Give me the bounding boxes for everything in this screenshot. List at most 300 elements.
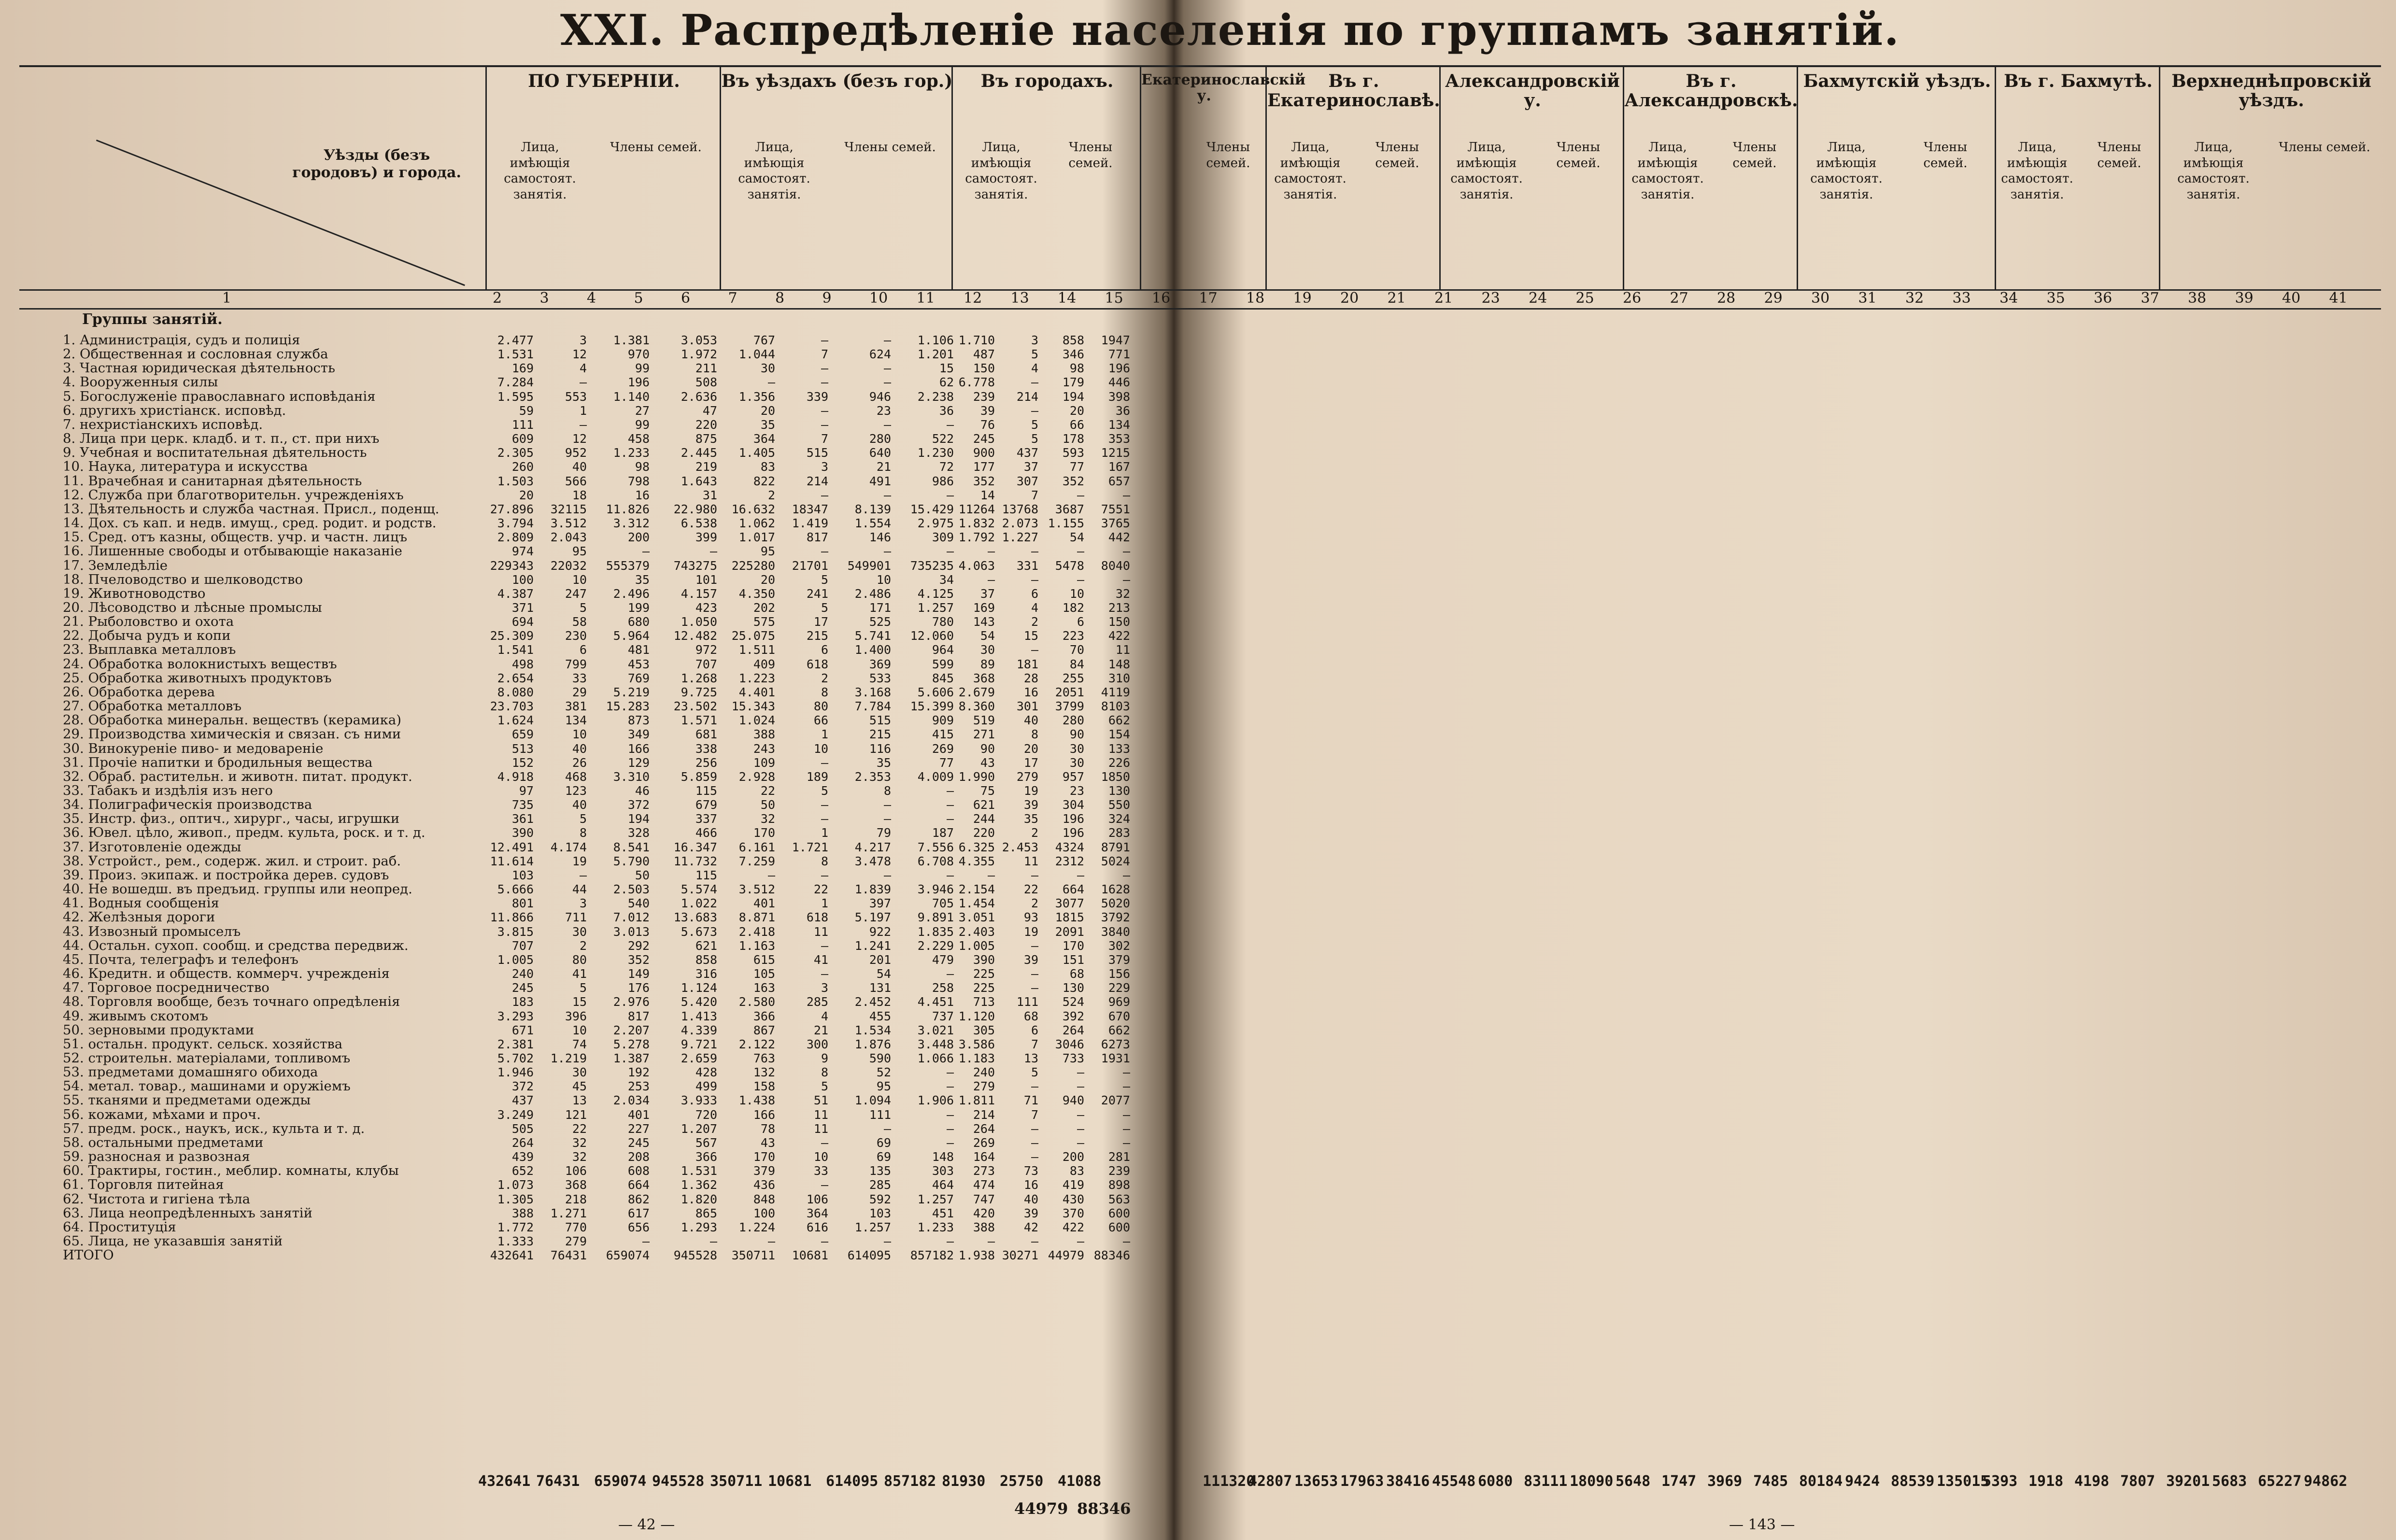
column-number: 5 [634,290,643,307]
table-cell: 151 [1062,952,1084,967]
table-cell: 271 [973,727,995,742]
table-cell: 6273 [1101,1037,1130,1051]
table-cell: 3.946 [917,882,954,897]
table-cell: 19 [572,854,587,868]
table-cell: 39 [1023,1206,1038,1220]
table-cell: 608 [627,1164,650,1178]
table-cell: 11264 [958,502,995,516]
table-cell: 436 [753,1178,775,1192]
column-number: 30 [1811,290,1830,307]
table-cell: 18347 [792,502,828,516]
table-cell: 5.574 [681,882,717,897]
data-column [720,333,775,1262]
row-label: 24. Обработка волокнистыхъ веществъ [63,657,337,671]
table-cell: 419 [1062,1178,1084,1192]
table-cell: — [1077,1065,1084,1080]
table-cell: 1.333 [497,1234,534,1248]
table-cell: 767 [753,333,775,347]
data-column [485,333,534,1262]
table-cell: 1.938 [958,1248,995,1263]
column-number: 41 [2329,290,2348,307]
table-cell: 11.732 [673,854,717,868]
column-number: 37 [2141,290,2159,307]
table-cell: 100 [511,572,534,587]
table-cell: 1.832 [958,516,995,531]
table-cell: 15 [572,995,587,1009]
table-cell: 74 [572,1037,587,1051]
table-cell: — [821,403,828,418]
table-cell: 300 [806,1037,828,1051]
table-cell: 328 [627,826,650,840]
table-cell: — [1031,868,1038,882]
table-cell: 273 [973,1164,995,1178]
footer-sum-2: 88346 [1077,1499,1131,1518]
total-cell: 13653 [1294,1473,1338,1490]
table-cell: 1.207 [681,1121,717,1136]
table-cell: 2.975 [917,516,954,531]
table-cell: — [987,572,995,587]
table-cell: 22032 [550,558,587,573]
row-labels [63,333,488,1262]
table-cell: 111 [1016,995,1038,1009]
table-cell: 940 [1062,1093,1084,1108]
table-cell: 508 [695,375,717,390]
table-cell: 189 [806,769,828,784]
row-label: 5. Богослуженіе православнаго исповѣданія [63,389,376,404]
group-header: Екатеринославскій у. Члены семей. [1140,67,1267,289]
table-cell: 857182 [910,1248,954,1263]
table-cell: — [883,812,891,826]
table-cell: — [946,798,954,812]
table-cell: — [821,798,828,812]
column-number: 27 [1670,290,1688,307]
table-cell: 5478 [1055,558,1084,573]
table-cell: 194 [627,812,650,826]
table-cell: 1.876 [854,1037,891,1051]
table-cell: — [883,375,891,390]
table-cell: 1.233 [917,1220,954,1234]
table-cell: 451 [932,1206,954,1220]
data-column [1038,333,1084,1262]
row-label: 3. Частная юридическая дѣятельность [63,361,335,376]
table-cell: — [946,417,954,432]
table-cell: 66 [1069,417,1084,432]
table-cell: — [1122,1065,1130,1080]
table-cell: 466 [695,826,717,840]
row-label: 2. Общественная и сословная служба [63,347,328,362]
table-cell: 8.360 [958,699,995,714]
table-cell: 8.080 [497,685,534,699]
column-number: 10 [869,290,888,307]
table-cell: 69 [876,1150,891,1164]
table-cell: 30 [760,361,775,376]
table-cell: 20 [760,403,775,418]
table-cell: 4119 [1101,685,1130,699]
table-cell: 131 [869,981,891,995]
table-cell: 214 [806,474,828,488]
table-cell: 8 [1031,727,1038,742]
table-cell: 1.241 [854,938,891,953]
table-cell: 600 [1108,1206,1130,1220]
table-cell: 167 [1108,460,1130,474]
table-cell: 143 [973,615,995,629]
row-label: 28. Обработка минеральн. веществъ (керамика) [63,713,401,728]
table-cell: 817 [627,1009,650,1023]
table-cell: 280 [1062,713,1084,728]
table-cell: 15 [939,361,954,376]
table-cell: 1931 [1101,1051,1130,1065]
table-cell: 169 [973,600,995,615]
table-cell: 225 [973,967,995,981]
table-cell: 90 [1069,727,1084,742]
table-cell: — [1077,572,1084,587]
table-cell: 3765 [1101,516,1130,531]
table-cell: 23.502 [673,699,717,714]
table-cell: 26 [572,755,587,770]
table-cell: 241 [806,586,828,601]
table-cell: 90 [980,741,995,756]
total-cell: 945528 [652,1473,705,1490]
table-cell: 20 [760,572,775,587]
table-cell: 1.595 [497,389,534,404]
table-cell: 32 [760,812,775,826]
table-cell: 213 [1108,600,1130,615]
table-cell: 5.964 [613,629,650,643]
table-cell: 32 [572,1150,587,1164]
table-cell: 105 [753,967,775,981]
table-cell: 18 [572,488,587,502]
table-cell: 922 [869,924,891,939]
table-cell: 8.541 [613,840,650,854]
table-cell: — [987,1234,995,1248]
table-cell: — [821,544,828,559]
table-cell: 10 [876,572,891,587]
table-cell: 609 [511,432,534,446]
table-cell: 11 [1115,643,1130,657]
table-cell: 5 [821,1079,828,1094]
total-cell: 65227 [2258,1473,2302,1490]
table-cell: — [1122,544,1130,559]
table-cell: 98 [635,460,650,474]
total-cell: 659074 [594,1473,647,1490]
table-cell: 592 [869,1192,891,1206]
table-cell: 3.293 [497,1009,534,1023]
table-cell: 196 [1062,812,1084,826]
table-cell: 152 [511,755,534,770]
column-number: 16 [1152,290,1171,307]
table-cell: 2.229 [917,938,954,953]
table-cell: 8 [883,784,891,798]
table-cell: 1.268 [681,671,717,685]
table-cell: 301 [1016,699,1038,714]
table-cell: 44979 [1048,1248,1084,1263]
table-cell: 6.538 [681,516,717,531]
table-cell: 285 [869,1178,891,1192]
table-cell: 243 [753,741,775,756]
table-cell: 519 [973,713,995,728]
row-label: 49. живымъ скотомъ [63,1009,208,1023]
table-cell: 5 [579,981,587,995]
table-cell: 430 [1062,1192,1084,1206]
data-column [995,333,1038,1262]
table-cell: 16 [1023,685,1038,699]
row-label: 43. Извозный промыселъ [63,924,241,939]
table-cell: — [1077,1234,1084,1248]
table-cell: 16 [1023,1178,1038,1192]
table-cell: 1.293 [681,1220,717,1234]
row-label: 6. другихъ христіанск. исповѣд. [63,403,286,418]
table-cell: 390 [511,826,534,840]
table-cell: 12.060 [910,629,954,643]
table-cell: 95 [572,544,587,559]
row-label: 50. зерновыми продуктами [63,1023,255,1037]
table-cell: 43 [980,755,995,770]
table-cell: 671 [511,1023,534,1037]
row-label: 10. Наука, литература и искусства [63,460,308,474]
table-cell: 2.238 [917,389,954,404]
row-label: 23. Выплавка металловъ [63,643,236,657]
table-cell: 8103 [1101,699,1130,714]
table-cell: 132 [753,1065,775,1080]
table-cell: 1.183 [958,1051,995,1065]
table-cell: 115 [695,784,717,798]
table-cell: 1.106 [917,333,954,347]
table-cell: 1.022 [681,896,717,911]
table-cell: 19 [1023,924,1038,939]
table-cell: 16.632 [731,502,775,516]
table-cell: 3046 [1055,1037,1084,1051]
table-cell: 624 [869,347,891,362]
table-cell: 5024 [1101,854,1130,868]
table-cell: 16.347 [673,840,717,854]
table-cell: 1.511 [738,643,775,657]
total-cell: 38416 [1386,1473,1430,1490]
table-cell: 256 [695,755,717,770]
table-cell: — [767,1234,775,1248]
table-cell: 42 [1023,1220,1038,1234]
table-cell: 22.980 [673,502,717,516]
table-cell: 187 [932,826,954,840]
table-cell: 33 [572,671,587,685]
group-header: Въ г. Бахмутѣ. Лица, имѣющія самостоят. занятія. Члены семей. [1995,67,2160,289]
table-cell: 13 [1023,1051,1038,1065]
table-cell: 618 [806,657,828,671]
table-cell: 71 [1023,1093,1038,1108]
table-cell: 371 [511,600,534,615]
table-cell: 540 [627,896,650,911]
total-cell: 42807 [1248,1473,1292,1490]
table-cell: 11 [1023,854,1038,868]
table-cell: — [821,1135,828,1150]
table-cell: 388 [973,1220,995,1234]
table-cell: 258 [932,981,954,995]
table-cell: 614095 [847,1248,891,1263]
row-label: 31. Прочіе напитки и бродильныя вещества [63,755,373,770]
table-cell: — [987,868,995,882]
table-cell: 170 [753,1150,775,1164]
table-cell: 1.413 [681,1009,717,1023]
table-cell: 2.636 [681,389,717,404]
table-cell: 875 [695,432,717,446]
table-cell: 100 [753,1206,775,1220]
table-cell: 264 [1062,1023,1084,1037]
table-cell: 390 [973,952,995,967]
table-cell: 4.355 [958,854,995,868]
row-label: 16. Лишенные свободы и отбывающіе наказаніе [63,544,402,559]
table-cell: — [767,868,775,882]
table-cell: 169 [511,361,534,376]
table-cell: 35 [635,572,650,587]
table-cell: 1815 [1055,910,1084,925]
table-cell: 388 [511,1206,534,1220]
table-cell: 2091 [1055,924,1084,939]
column-number: 20 [1340,290,1359,307]
table-cell: 957 [1062,769,1084,784]
table-cell: 5 [579,600,587,615]
column-number: 40 [2282,290,2301,307]
table-cell: 11 [813,1121,828,1136]
table-cell: 498 [511,657,534,671]
table-cell: 1.305 [497,1192,534,1206]
table-cell: 1.062 [738,516,775,531]
row-label: 61. Торговля питейная [63,1178,224,1192]
column-number: 6 [681,290,691,307]
table-cell: 432641 [490,1248,534,1263]
table-cell: 2312 [1055,854,1084,868]
table-cell: 239 [973,389,995,404]
table-cell: 23 [1069,784,1084,798]
table-cell: — [821,333,828,347]
total-cell: 83111 [1524,1473,1568,1490]
table-cell: 41 [813,952,828,967]
table-cell: — [642,544,650,559]
table-cell: 30 [572,924,587,939]
table-cell: 7 [1031,1037,1038,1051]
table-cell: 615 [753,952,775,967]
table-cell: 366 [695,1150,717,1164]
total-cell: 5683 [2212,1473,2247,1490]
table-cell: 215 [806,629,828,643]
table-cell: 255 [1062,671,1084,685]
table-cell: 618 [806,910,828,925]
table-cell: 9 [821,1051,828,1065]
table-cell: 106 [565,1164,587,1178]
table-cell: 6.778 [958,375,995,390]
table-cell: 1.223 [738,671,775,685]
table-cell: 5 [821,572,828,587]
table-cell: 54 [876,967,891,981]
table-cell: 364 [806,1206,828,1220]
row-label: 48. Торговля вообще, безъ точнаго опредѣленія [63,995,400,1009]
table-cell: 76 [980,417,995,432]
table-cell: 62 [939,375,954,390]
table-cell: 361 [511,812,534,826]
column-number: 28 [1717,290,1736,307]
row-label: 32. Обраб. растительн. и животн. питат. продукт. [63,769,412,784]
table-cell: 567 [695,1135,717,1150]
table-cell: 952 [565,446,587,460]
table-cell: 3.815 [497,924,534,939]
table-cell: 35 [876,755,891,770]
table-cell: 5 [1031,432,1038,446]
table-cell: 553 [565,389,587,404]
table-cell: — [821,375,828,390]
table-cell: 1.227 [1002,530,1038,545]
table-cell: 1.017 [738,530,775,545]
table-cell: 4 [1031,600,1038,615]
row-label: 21. Рыболовство и охота [63,615,234,629]
table-cell: 491 [869,474,891,488]
table-cell: 10681 [792,1248,828,1263]
table-cell: — [579,417,587,432]
table-cell: 196 [1062,826,1084,840]
table-cell: — [1122,1107,1130,1122]
table-cell: 99 [635,361,650,376]
table-cell: 1850 [1101,769,1130,784]
table-cell: 7.284 [497,375,534,390]
table-cell: 12 [572,347,587,362]
table-cell: 2.034 [613,1093,650,1108]
table-cell: 3.512 [550,516,587,531]
row-label: 34. Полиграфическія производства [63,798,312,812]
table-cell: 353 [1108,432,1130,446]
table-cell: 239 [1108,1164,1130,1178]
table-cell: 8.139 [854,502,891,516]
table-cell: 171 [869,600,891,615]
table-cell: 200 [1062,1150,1084,1164]
table-cell: 17 [1023,755,1038,770]
table-cell: 652 [511,1164,534,1178]
column-number: 19 [1293,290,1312,307]
row-label: 41. Водныя сообщенія [63,896,219,911]
table-cell: 7 [821,432,828,446]
table-cell: 338 [695,741,717,756]
table-cell: 50 [760,798,775,812]
table-cell: 1.201 [917,347,954,362]
table-cell: 245 [511,981,534,995]
row-label: 47. Торговое посредничество [63,981,269,995]
table-cell: 1.710 [958,333,995,347]
table-cell: 9.721 [681,1037,717,1051]
total-cell: 1918 [2028,1473,2064,1490]
column-number: 38 [2188,290,2207,307]
total-cell: 76431 [536,1473,580,1490]
table-cell: 5 [821,784,828,798]
table-cell: 176 [627,981,650,995]
table-cell: 202 [753,600,775,615]
table-cell: 5.420 [681,995,717,1009]
table-cell: 225280 [731,558,775,573]
row-label: 13. Дѣятельность и служба частная. Присл., поденщ. [63,502,440,517]
table-cell: 799 [565,657,587,671]
table-cell: 214 [1016,389,1038,404]
table-cell: 30271 [1002,1248,1038,1263]
table-cell: — [946,967,954,981]
table-cell: 20 [1069,403,1084,418]
table-cell: 428 [695,1065,717,1080]
row-label: 53. предметами домашняго обихода [63,1065,318,1080]
table-cell: 2.381 [497,1037,534,1051]
table-cell: 873 [627,713,650,728]
column-number: 17 [1199,290,1218,307]
table-cell: 17 [813,615,828,629]
table-cell: 2051 [1055,685,1084,699]
table-cell: 487 [973,347,995,362]
table-cell: 29 [572,685,587,699]
row-label: 42. Желѣзныя дороги [63,910,215,925]
table-cell: — [821,812,828,826]
table-cell: 1.405 [738,446,775,460]
